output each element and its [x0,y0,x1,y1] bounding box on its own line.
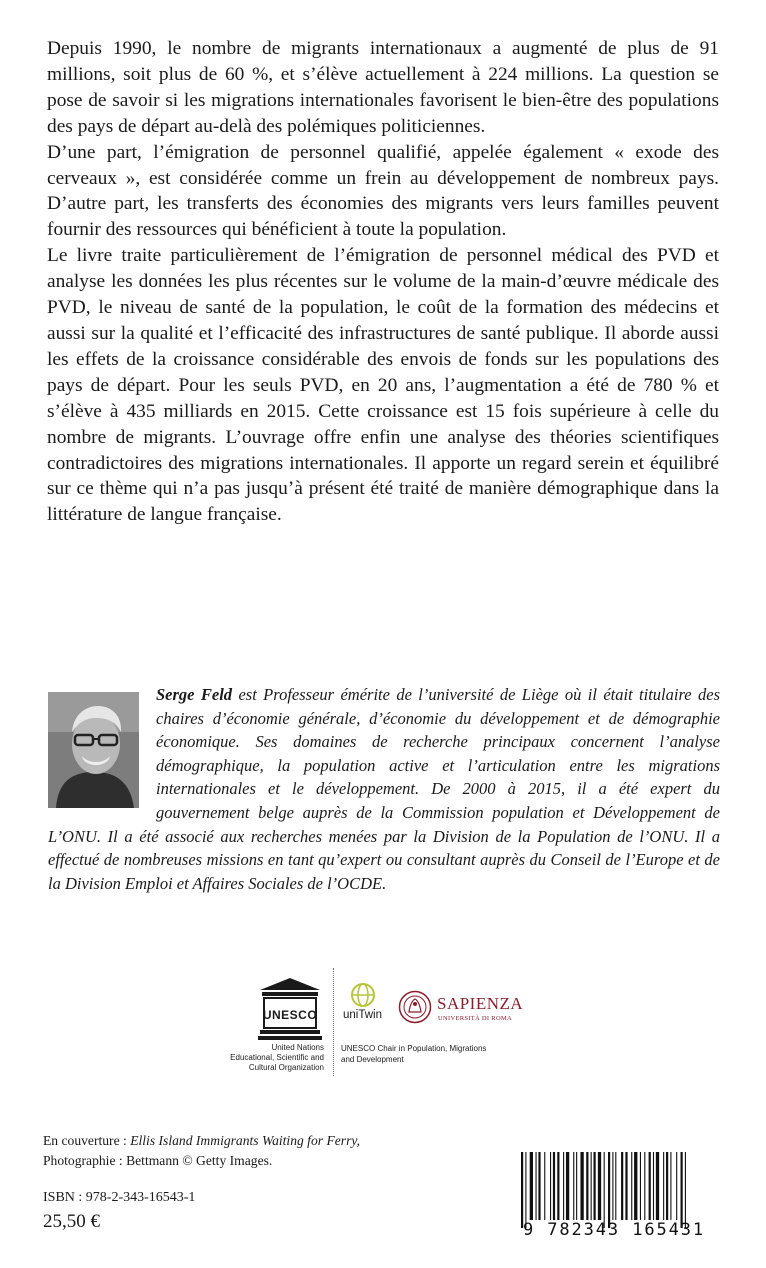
sapienza-seal-icon [398,990,432,1024]
barcode-bar [634,1152,637,1220]
cover-credit [43,1131,360,1171]
barcode-bar [625,1152,627,1220]
barcode-bar [656,1152,659,1220]
barcode-bar [640,1152,641,1220]
barcode-bar [666,1152,668,1220]
partner-logos [200,968,524,1078]
barcode-bar [538,1152,540,1220]
author-biography [48,683,720,895]
unesco-wordmark: UNESCO [262,1008,318,1022]
unesco-line-3: Cultural Organization [248,1063,324,1072]
unitwin-wordmark: uniTwin [343,1009,382,1021]
barcode-bar [573,1152,574,1220]
barcode-bar [681,1152,683,1228]
credit-line-2: Photographie : Bettmann © Getty Images. [43,1153,273,1168]
isbn-text: ISBN : 978-2-343-16543-1 [43,1190,196,1205]
barcode-bar [615,1152,616,1220]
barcode-bar [598,1152,601,1220]
barcode-bar [525,1152,526,1228]
barcode-bar [576,1152,577,1220]
author-name: Serge Feld [156,685,233,704]
barcode-bar [566,1152,569,1220]
barcode-bar [521,1152,523,1228]
photo-spacer [48,683,156,824]
barcode-bar [604,1152,605,1228]
logo-divider [333,968,334,1076]
credit-label: En couverture : [43,1133,131,1148]
barcode-bar [621,1152,623,1220]
barcode-bar [550,1152,551,1220]
barcode-bar [580,1152,583,1220]
barcode-bar [644,1152,645,1220]
credit-line-1 [43,1131,360,1151]
bio-text: est Professeur émérite de l’université de Liège où il était titulaire des chaires d’économie générale, d’économie du développement et de démographie économique. Ses domaines de recherche principaux concernent l’analyse démographique, la population active et l’articulation entre les migrations internationales et le développement. De 2000 à 2015, il a été expert du gouvernement belge auprès de la Commission population et Développement de L’ONU. Il a été associé aux recherches menées par la Division de la Population de l’ONU. Il a effectué de nombreuses missions en tant qu’expert ou consultant auprès du Conseil de l’Europe et de la Division Emploi et Affaires Sociales de l’OCDE. [48,685,720,893]
barcode-bar [676,1152,677,1220]
barcode-bar [631,1152,632,1220]
barcode-bar [553,1152,555,1220]
unesco-chair-caption [341,1043,521,1065]
barcode-bar [649,1152,651,1220]
credit-photo-title: Ellis Island Immigrants Waiting for Ferry, [130,1133,361,1148]
barcode-bar [612,1152,613,1220]
barcode-bar [591,1152,592,1220]
unesco-line-1: United Nations [271,1043,324,1052]
unitwin-globe-icon [341,981,401,1027]
chair-line-2: and Development [341,1055,404,1064]
barcode-bar [594,1152,596,1220]
barcode-bar [563,1152,564,1220]
unesco-temple-icon [258,976,322,1040]
barcode-bar [670,1152,671,1220]
abstract-paragraph-1: Depuis 1990, le nombre de migrants internationaux a augmenté de plus de 91 millions, soit plus de 60 %, et s’élève actuellement à 224 millions. La question se pose de savoir si les migrations internationales favorisent le bien-être des populations des pays de départ au-delà des polémiques politiciennes. [47,38,719,137]
barcode-digits: 9 782343 165431 [522,1220,706,1240]
barcode-bar [653,1152,654,1220]
barcode-bar [663,1152,664,1220]
barcode-bar [586,1152,588,1220]
abstract-paragraph-3: Le livre traite particulièrement de l’émigration de personnel médical des PVD et analyse les données les plus récentes sur le volume de la main-d’œuvre médicale des PVD, le niveau de santé de la population, le coût de la formation des médecins et aussi sur la qualité et l’efficacité des infrastructures de santé publique. Il aborde aussi les effets de la croissance considérable des envois de fonds sur les populations des pays de départ. Pour les seuls PVD, en 20 ans, l’augmentation a été de 780 % et s’élève à 435 milliards en 2015. Cette croissance est 15 fois supérieure à celle du nombre de migrants. L’ouvrage offre enfin une analyse des théories scientifiques contradictoires des migrations internationales. Il apporte un regard serein et équilibré sur ce thème qui n’a pas jusqu’à présent été traité de manière démographique dans la littérature de langue française. [47,245,719,526]
back-cover-abstract [47,36,719,528]
abstract-paragraph-2: D’une part, l’émigration de personnel qualifié, appelée également « exode des cerveaux », est considérée comme un frein au développement de nombreux pays. D’autre part, les transferts des économies des migrants vers leurs familles peuvent fournir des ressources qui bénéficient à toute la population. [47,141,719,241]
barcode [507,1148,721,1244]
chair-line-1: UNESCO Chair in Population, Migrations [341,1044,487,1053]
barcode-bar [544,1152,545,1220]
unesco-line-2: Educational, Scientific and [230,1053,324,1062]
price-text: 25,50 € [43,1211,100,1232]
barcode-bar [530,1152,533,1220]
barcode-bar [685,1152,686,1228]
barcode-bar [536,1152,537,1220]
barcode-bar [557,1152,559,1220]
sapienza-name: SAPIENZA [437,994,524,1013]
unesco-caption [200,1043,324,1073]
sapienza-subtitle: UNIVERSITÀ DI ROMA [438,1015,513,1022]
barcode-bar [608,1152,610,1228]
